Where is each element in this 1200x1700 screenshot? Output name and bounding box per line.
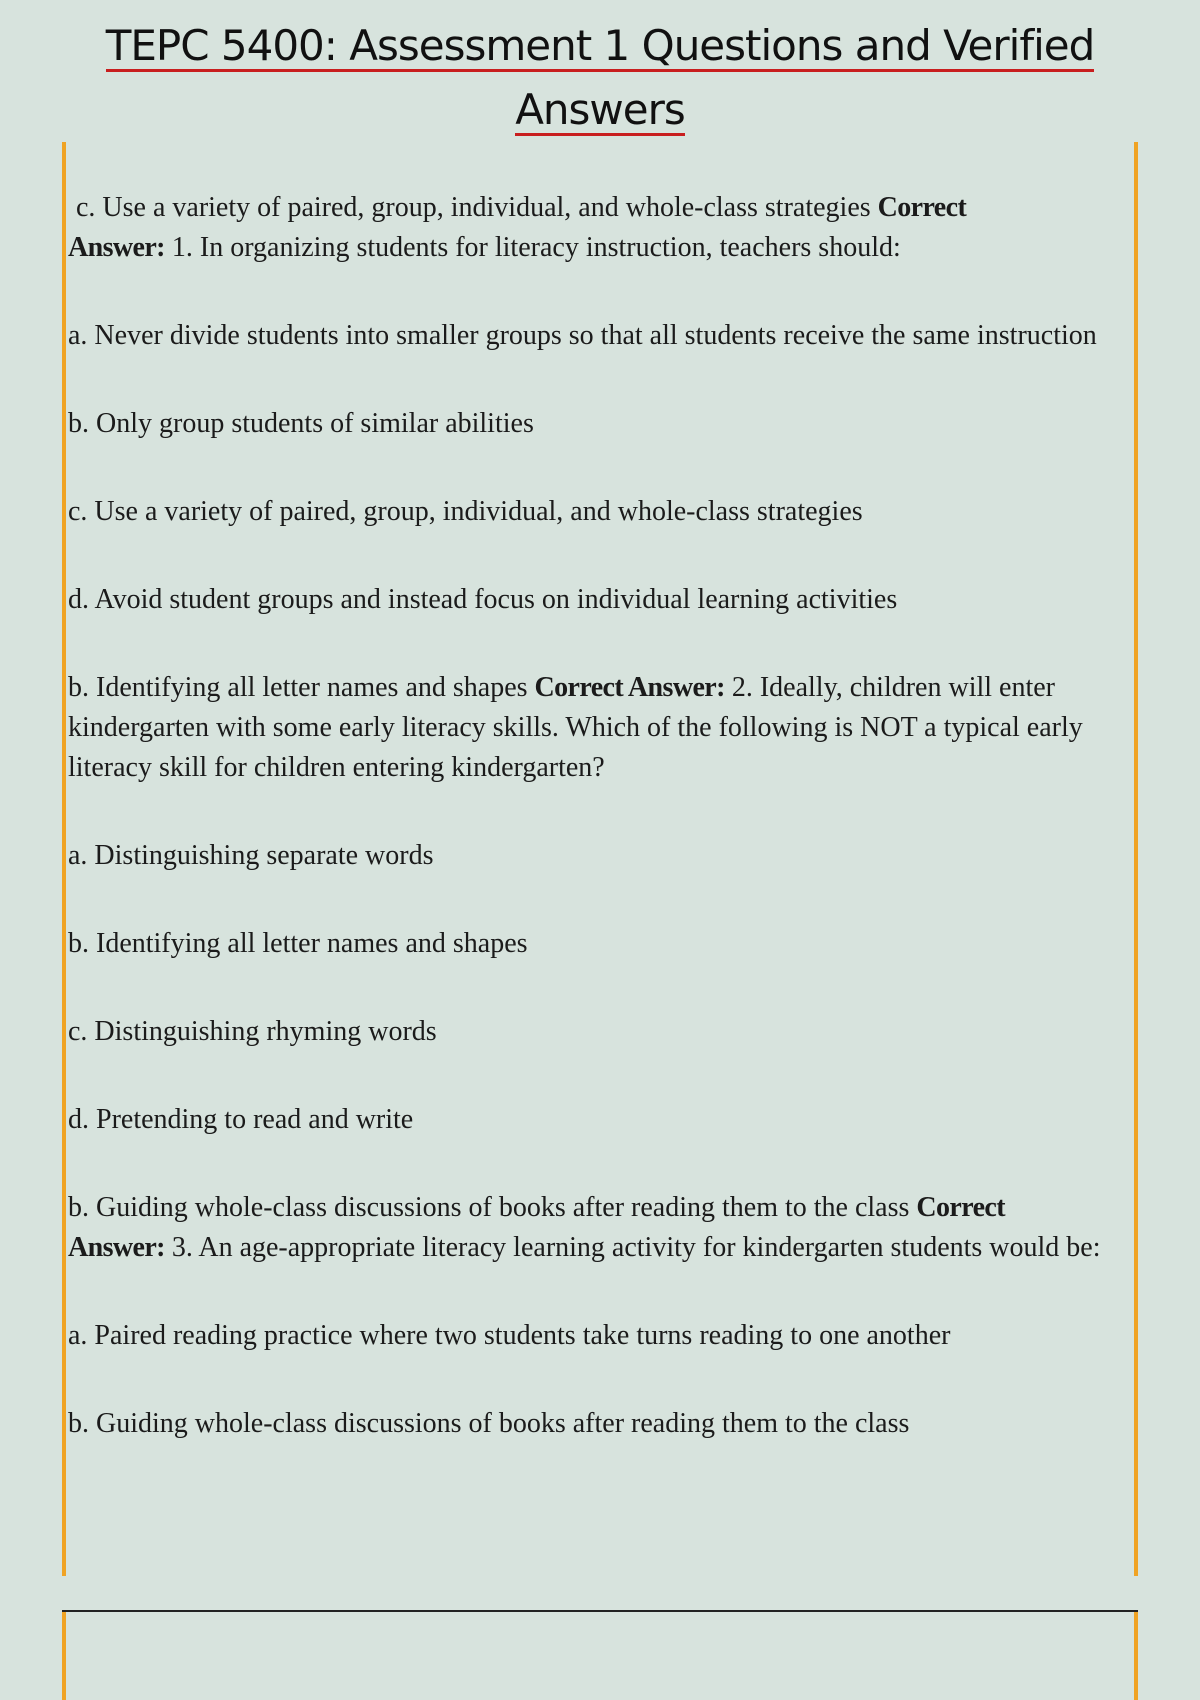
question-1-text: 1. In organizing students for literacy instruction, teachers should: [171,232,901,263]
question-1-answer-line [68,188,1132,268]
correct-answer-label: Answer: [68,232,165,263]
page-divider [62,1610,1138,1612]
left-margin-bar [62,142,66,1576]
question-2-option-d: d. Pretending to read and write [68,1104,414,1135]
right-margin-bar [1134,142,1138,1576]
question-3-lead-answer: b. Guiding whole-class discussions of books after reading them to the class [68,1192,910,1223]
question-2-option-c: c. Distinguishing rhyming words [68,1016,437,1047]
document-body [68,188,1132,1444]
question-3-option-b: b. Guiding whole-class discussions of books after reading them to the class [68,1408,910,1439]
question-1-option-d: d. Avoid student groups and instead focus on individual learning activities [68,584,898,615]
question-2-lead-answer: b. Identifying all letter names and shapes [68,672,528,703]
question-2-text: 2. Ideally, children will enter kindergarten with some early literacy skills. Which of the following is NOT a typical early literacy skill for children entering kindergarten? [68,672,1083,783]
correct-answer-label: Correct [916,1192,1005,1223]
question-2-option-a: a. Distinguishing separate words [68,840,434,871]
question-3-text: 3. An age-appropriate literacy learning activity for kindergarten students would be: [171,1232,1101,1263]
question-2-option-b: b. Identifying all letter names and shapes [68,928,528,959]
title-line-1: TEPC 5400: Assessment 1 Questions and Verified [105,21,1095,70]
left-margin-bar-next-page [62,1612,66,1700]
question-1-option-c: c. Use a variety of paired, group, individual, and whole-class strategies [68,496,863,527]
title-line-2: Answers [515,85,685,134]
question-1-option-a: a. Never divide students into smaller groups so that all students receive the same instruction [68,320,1097,351]
document-title [0,18,1200,146]
correct-answer-label: Answer: [68,1232,165,1263]
question-3-option-a: a. Paired reading practice where two students take turns reading to one another [68,1320,951,1351]
question-1-option-b: b. Only group students of similar abilities [68,408,534,439]
question-3-answer-line [68,1188,1132,1268]
question-1-lead-answer: c. Use a variety of paired, group, individual, and whole-class strategies [76,192,871,223]
right-margin-bar-next-page [1134,1612,1138,1700]
correct-answer-label: Correct [877,192,967,223]
correct-answer-label: Correct Answer: [534,672,725,703]
question-2-answer-line [68,668,1132,788]
